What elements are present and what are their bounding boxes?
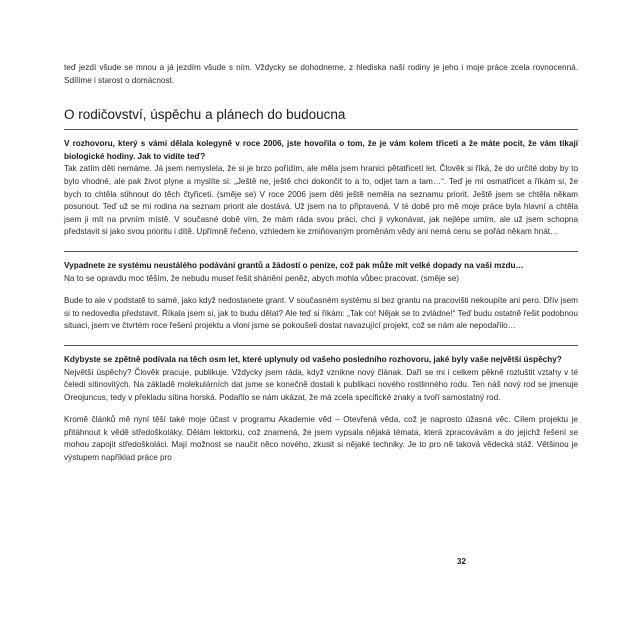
interview-answer: Bude to ale v podstatě to samé, jako když nedostanete grant. V současném systému si bez grantu na pracovišti nekoupíte ani pero. Dřív jsem si to nedovedla představit. Říkala jsem si, jak to budu dělat? Ale teď si říkám: „Tak co! Nějak se to zvládne!“ Teď budu ostatně řešit podobnou situaci, jsem ve čtvrtém roce řešení projektu a vloni jsme se pokoušeli dostat navazující projekt, což se nám ale nepodařilo…	[64, 296, 578, 331]
interview-question: V rozhovoru, který s vámi dělala kolegyně v roce 2006, jste hovořila o tom, že je vám kolem třiceti a že máte pocit, že vám tikají biologické hodiny. Jak to vidíte teď?	[64, 139, 578, 161]
interview-block-2	[64, 260, 578, 333]
intro-paragraph: teď jezdí všude se mnou a já jezdím všude s ním. Vždycky se dohodneme, z hlediska naší rodiny je jeho i moje práce zcela rovnocenná. Sdílíme i starost o domácnost.	[64, 63, 578, 85]
interview-question: Vypadnete ze systému neustálého podávání grantů a žádostí o peníze, což pak může mít velké dopady na vaši mzdu…	[64, 260, 524, 270]
page-number: 32	[457, 557, 466, 566]
page-content	[64, 62, 578, 465]
interview-question: Kdybyste se zpětně podívala na těch osm let, které uplynuly od vašeho posledního rozhovoru, jaké byly vaše největší úspěchy?	[64, 354, 562, 364]
interview-answer: Největší úspěchy? Člověk pracuje, publikuje. Vždycky jsem ráda, když vznikne nový člának. Daří se mi i celkem pěkně rozluštit vztahy v té čeledi sítinovitých. Na základě molekulárních dat jsme se konečně dostali k publikaci nového rostlinného rodu. Ten náš nový rod se jmenuje Oreojuncus, tedy v překladu sítina horská. Podařilo se nám ukázat, že má zcela specifické znaky a tvoří samostatný rod.	[64, 367, 578, 402]
interview-answer: Kromě článků mě nyní těší také moje účast v programu Akademie věd – Otevřená věda, což je naprosto úžasná věc. Cílem projektu je přitáhnout k vědě středoškoláky. Dělám lektorku, což znamená, že jsem vypsala nějaká témata, která zpracovávám a do jejichž řešení se mohou zapojit středoškoláci. Mají možnost se naučit něco nového, zkusit si nějaké techniky. Je to pro ně taková vědecká stáž. Většinou je výstupem například práce pro	[64, 415, 578, 463]
paragraph-gap	[64, 285, 578, 295]
interview-block-1	[64, 138, 578, 239]
interview-block-3	[64, 354, 578, 465]
interview-answer: Tak zatím děti nemáme. Já jsem nemyslela, že si je brzo pořídím, ale měla jsem hranici pětatřicetí let. Člověk si říká, že do určité doby by to bylo vhodné, ale pak život plyne a myslíte si: „Ještě ne, ještě chci dokončit to a to, odjet tam a tam…“. Teď je mi osmatřicet a říkám si, že bych to chtěla stihnout do těch čtyřiceti. (směje se) V roce 2006 jsem děti ještě neměla na seznamu priorit. Ještě jsem se chtěla někam posunout. Teď už se mi rodina na seznam priorit ale dostává. Už jsem na to připravená. V té době pro mě moje práce byla hlavní a chtěla jsem ji mít na prvním místě. V současné době vím, že mám ráda svou práci, chci ji vykonávat, jak nejlépe umím, ale už jsem schopna představit si jako svou prioritu i dítě. Upřímně řečeno, vzhledem ke zmiňovaným proměnám vědy ani nemá cenu se pořád někam hnát…	[64, 164, 578, 237]
section-divider	[64, 129, 578, 130]
block-divider	[64, 251, 578, 252]
paragraph-gap	[64, 404, 578, 414]
section-title: O rodičovství, úspěchu a plánech do budoucna	[64, 107, 346, 123]
block-divider	[64, 345, 578, 346]
interview-answer: Na to se opravdu moc těším, že nebudu muset řešit shánění peněz, abych mohla vůbec pracovat. (směje se)	[64, 273, 460, 283]
